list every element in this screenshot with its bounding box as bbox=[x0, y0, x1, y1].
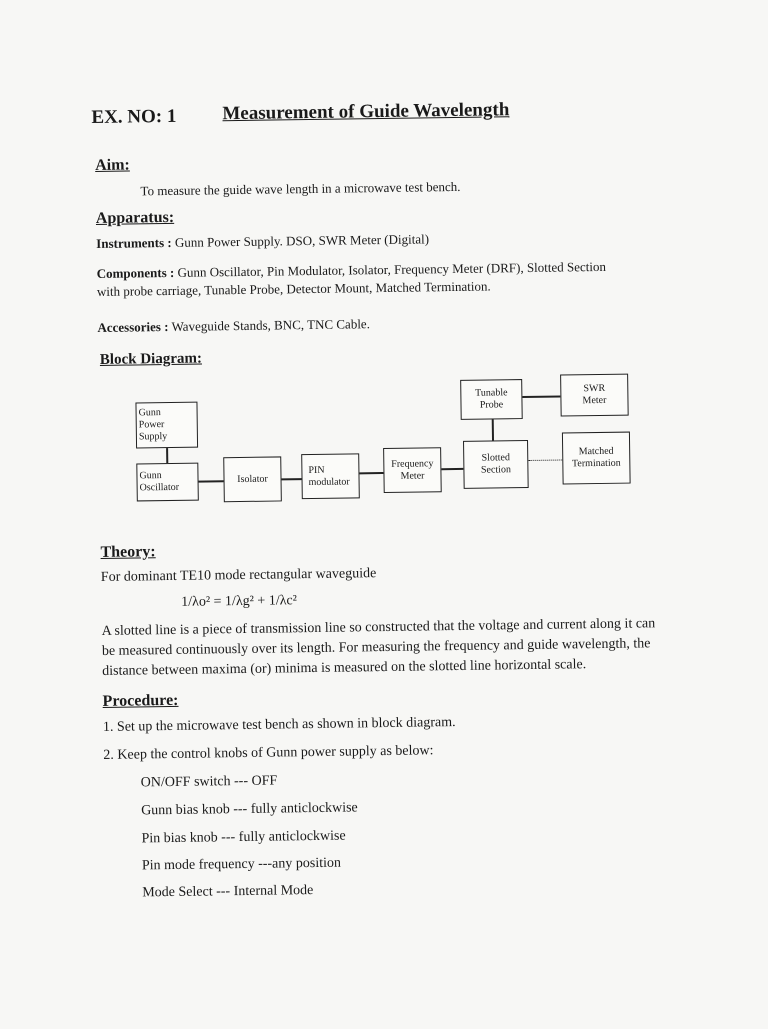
theory-para-1: A slotted line is a piece of transmission line so constructed that the voltage and current along it can bbox=[101, 616, 656, 639]
setting-item: Mode Select --- Internal Mode bbox=[142, 883, 314, 901]
connector-supply-oscillator bbox=[166, 447, 168, 463]
setting-item: Pin mode frequency ---any position bbox=[141, 855, 342, 874]
procedure-step-2: 2. Keep the control knobs of Gunn power supply as below: bbox=[103, 743, 434, 763]
connector-probe-swr bbox=[522, 396, 560, 398]
block-frequency-meter: Frequency Meter bbox=[383, 447, 442, 493]
setting-item: ON/OFF switch --- OFF bbox=[140, 773, 278, 791]
components-text-1: Gunn Oscillator, Pin Modulator, Isolator, Frequency Meter (DRF), Slotted Section bbox=[177, 258, 607, 280]
block-gunn-power-supply: Gunn Power Supply bbox=[135, 402, 198, 449]
connector-oscillator-isolator bbox=[198, 480, 224, 482]
setting-item: Pin bias knob --- fully anticlockwise bbox=[141, 828, 346, 847]
block-pin-modulator: PIN modulator bbox=[301, 453, 360, 499]
block-tunable-probe: Tunable Probe bbox=[460, 379, 523, 420]
setting-item: Gunn bias knob --- fully anticlockwise bbox=[141, 800, 358, 819]
aim-text: To measure the guide wave length in a microwave test bench. bbox=[140, 178, 461, 199]
instruments-text: Gunn Power Supply. DSO, SWR Meter (Digital) bbox=[174, 231, 430, 250]
components-label: Components : bbox=[96, 264, 175, 281]
instruments-label: Instruments : bbox=[96, 234, 172, 251]
block-diagram-heading: Block Diagram: bbox=[99, 350, 203, 368]
connector-pin-frequency bbox=[359, 472, 383, 474]
theory-intro: For dominant TE10 mode rectangular waveguide bbox=[100, 566, 377, 585]
connector-slotted-termination bbox=[528, 460, 562, 461]
components-line bbox=[97, 259, 607, 282]
aim-heading: Aim: bbox=[95, 156, 130, 174]
block-matched-termination: Matched Termination bbox=[562, 432, 631, 485]
connector-frequency-slotted bbox=[441, 468, 463, 470]
block-isolator: Isolator bbox=[223, 456, 282, 502]
block-swr-meter: SWR Meter bbox=[560, 374, 629, 417]
block-gunn-oscillator: Gunn Oscillator bbox=[136, 463, 199, 502]
components-text-2: with probe carriage, Tunable Probe, Detector Mount, Matched Termination. bbox=[96, 278, 491, 299]
instruments-line bbox=[96, 231, 429, 252]
exercise-number: EX. NO: 1 bbox=[91, 105, 177, 129]
connector-probe-slotted bbox=[492, 418, 494, 440]
apparatus-heading: Apparatus: bbox=[95, 208, 175, 227]
theory-para-2: be measured continuously over its length. For measuring the frequency and guide wavelength, the bbox=[101, 636, 651, 659]
theory-heading: Theory: bbox=[100, 543, 156, 561]
procedure-step-1: 1. Set up the microwave test bench as shown in block diagram. bbox=[102, 715, 456, 735]
document-title: Measurement of Guide Wavelength bbox=[222, 99, 510, 125]
accessories-text: Waveguide Stands, BNC, TNC Cable. bbox=[171, 316, 370, 334]
connector-isolator-pin bbox=[282, 478, 302, 480]
procedure-heading: Procedure: bbox=[102, 691, 179, 710]
accessories-label: Accessories : bbox=[97, 318, 169, 335]
theory-para-3: distance between maxima (or) minima is measured on the slotted line horizontal scale. bbox=[102, 657, 587, 679]
block-slotted-section: Slotted Section bbox=[463, 440, 529, 489]
accessories-line bbox=[97, 316, 370, 336]
theory-formula: 1/λo² = 1/λg² + 1/λc² bbox=[181, 593, 297, 610]
